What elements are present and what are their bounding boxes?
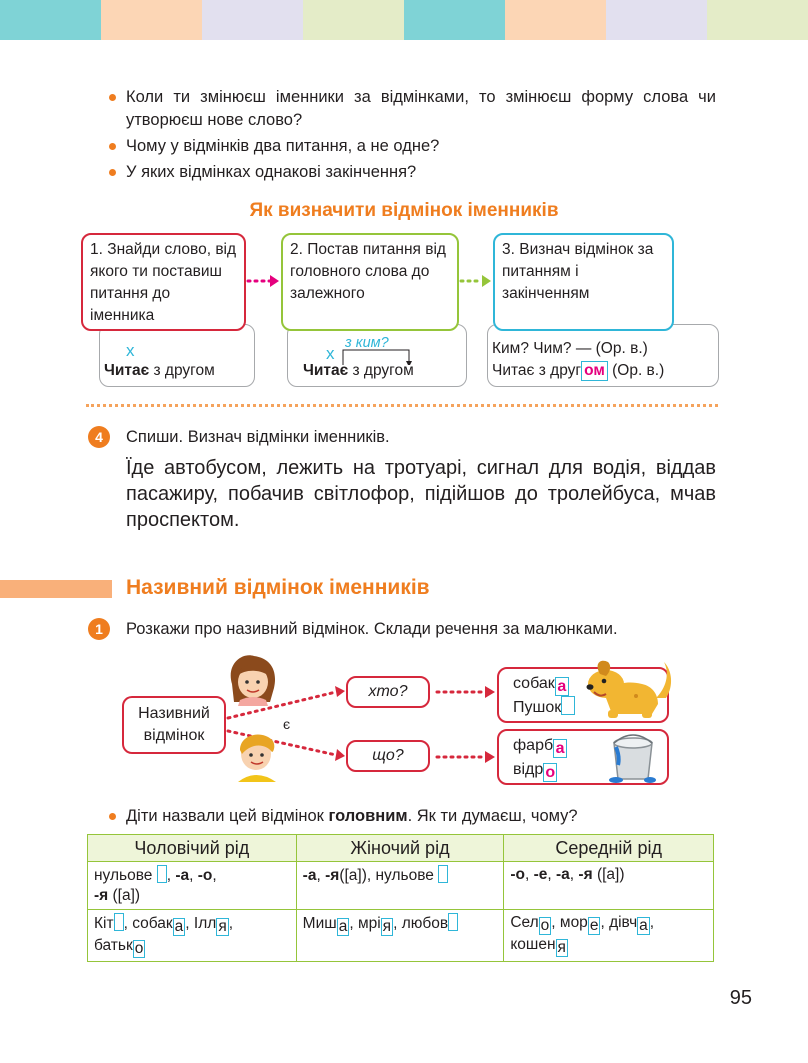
examples-masculine: Кіт , собак а , Ілл я , батьк о [88,910,297,962]
x-mark: х [126,341,135,360]
top-color-stripes [0,0,808,40]
task-number: 4 [88,426,110,448]
answer-word: собак а [513,672,667,696]
example-rest: з другом [149,362,215,379]
question-bullet: Діти назвали цей відмінок головним. Як ти думаєш, чому? [108,805,716,831]
header-feminine: Жіночий рід [296,835,504,862]
task-instruction: Спиши. Визнач відмінки іменників. [126,428,390,446]
question-item: Чому у відмінків два питання, а не одне? [108,135,716,158]
example-case-sentence: Читає з друг ом (Ор. в.) [492,362,665,379]
example-verb: Читає [303,362,349,379]
examples-feminine: Миш а , мрі я , любов [296,910,504,962]
table-header-row [88,835,714,862]
arrow-who-answers [437,686,495,698]
example-verb: Читає [104,362,150,379]
question-item: Коли ти змінюєш іменники за відмінками, то змінюєш форму слова чи утворюєш нове слово? [108,86,716,132]
table-row-endings [88,862,714,910]
section-title: Називний відмінок іменників [126,576,430,599]
question-what: що? [346,740,430,772]
question-label: з ким? [345,335,389,351]
table-row-examples [88,910,714,962]
question-item: У яких відмінках однакові закінчення? [108,161,716,184]
x-mark: х [326,344,335,363]
examples-neuter: Сел о , мор е , дівч а , кошен я [504,910,714,962]
example-rest: з другом [348,362,414,379]
example-sentence [303,360,414,382]
answer-word: Пушок [513,696,667,720]
questions-list [108,86,716,187]
ending-box: а [553,739,567,758]
dotted-divider [86,404,718,407]
scheme-title: Як визначити відмінок іменників [249,200,559,221]
header-masculine: Чоловічий рід [88,835,297,862]
girl-illustration [224,654,280,706]
stripe-6 [505,0,606,40]
dog-illustration [586,654,676,720]
header-neuter: Середній рід [504,835,714,862]
connector-label: є [283,716,291,732]
stripe-4 [303,0,404,40]
task-instruction: Розкажи про називний відмінок. Склади речення за малюнками. [126,620,618,638]
arrow-what-answers [437,751,495,763]
stripe-3 [202,0,303,40]
arrow-step1-to-step2 [248,275,279,287]
task-number: 1 [88,618,110,640]
endings-neuter: -о, -е, -а, -я ([а]) [504,862,714,910]
example-sentence [104,360,215,382]
stripe-1 [0,0,101,40]
question-who: хто? [346,676,430,708]
case-endings-table [87,834,714,962]
answer-word: фарб а [513,734,667,758]
scheme-step-1: 1. Знайди слово, від якого ти поставиш питання до іменника [81,233,246,331]
example-box-3 [487,324,719,387]
paint-bucket-illustration [606,731,660,785]
example-box-2 [287,324,467,387]
arrow-step2-to-step3 [461,275,491,287]
ending-box: а [555,677,569,696]
task-exercise-text: Їде автобусом, лежить на тротуарі, сигнал для водія, віддав пасажиру, побачив світлофор, підійшов до тролейбуса, мчав проспектом. [126,457,716,531]
ending-box: о [543,763,557,782]
stripe-2 [101,0,202,40]
endings-masculine: нульове , -а, -о, -я ([а]) [88,862,297,910]
scheme-step-3: 3. Визнач відмінок за питанням і закінченням [493,233,674,331]
page-number: 95 [729,987,752,1009]
section-marker-bar [0,580,112,598]
ending-box [157,865,167,883]
ending-box [561,696,575,715]
endings-feminine: -а, -я([а]), нульове [296,862,504,910]
example-case-question: Ким? Чим? — (Ор. в.) [492,340,648,357]
question-arrow [288,325,468,365]
stripe-7 [606,0,707,40]
answer-word: відр о [513,758,667,782]
scheme-step-2: 2. Постав питання від головного слова до залежного [281,233,459,331]
stripe-5 [404,0,505,40]
ending-highlight: ом [581,361,608,381]
case-name-box: Називний відмінок [122,696,226,754]
ending-box [438,865,448,883]
example-box-1 [99,324,255,387]
stripe-8 [707,0,808,40]
boy-illustration [232,730,284,784]
